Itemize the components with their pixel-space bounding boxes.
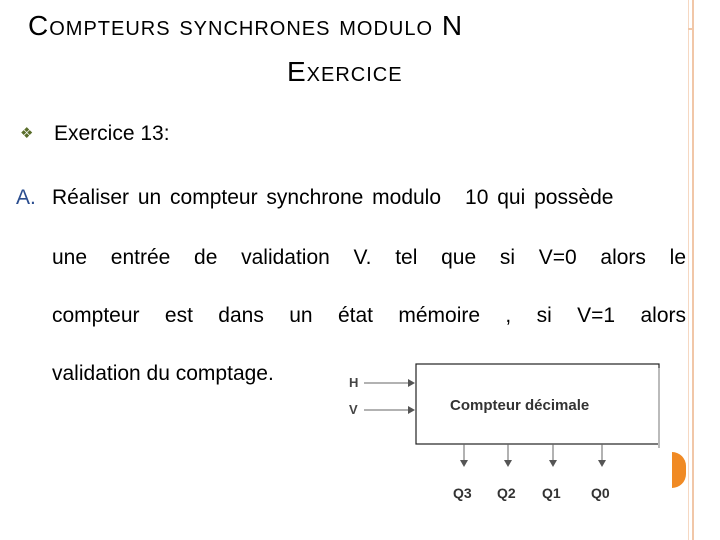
question-line1-a: Réaliser un compteur synchrone modulo	[52, 186, 442, 209]
exercise-label: Exercice 13:	[54, 122, 170, 145]
input-h-label: H	[349, 375, 359, 390]
question-line2: une entrée de validation V. tel que si V=0 alors le	[52, 246, 686, 269]
slide-title: Compteurs synchrones modulo N	[28, 10, 464, 41]
question-letter: A.	[16, 186, 36, 209]
question-first-line	[16, 186, 613, 210]
bullet-diamond-icon: ❖	[20, 125, 34, 142]
question-line3: compteur est dans un état mémoire , si V=1 alors	[52, 304, 686, 327]
output-q1-label: Q1	[542, 485, 561, 501]
frame-border-right	[692, 0, 694, 540]
output-q2-label: Q2	[497, 485, 516, 501]
slide-subtitle: Exercice	[287, 56, 403, 87]
frame-corner	[688, 0, 694, 30]
output-q3-label: Q3	[453, 485, 472, 501]
question-line4: validation du comptage.	[52, 362, 274, 385]
slide-corner-accent	[672, 452, 686, 488]
input-v-label: V	[349, 402, 358, 417]
question-line1-b: 10 qui possède	[465, 186, 614, 209]
counter-block-label: Compteur décimale	[450, 397, 590, 414]
counter-diagram	[340, 360, 670, 510]
frame-border-inner	[688, 0, 689, 540]
exercise-bullet	[20, 122, 170, 146]
output-q0-label: Q0	[591, 485, 610, 501]
